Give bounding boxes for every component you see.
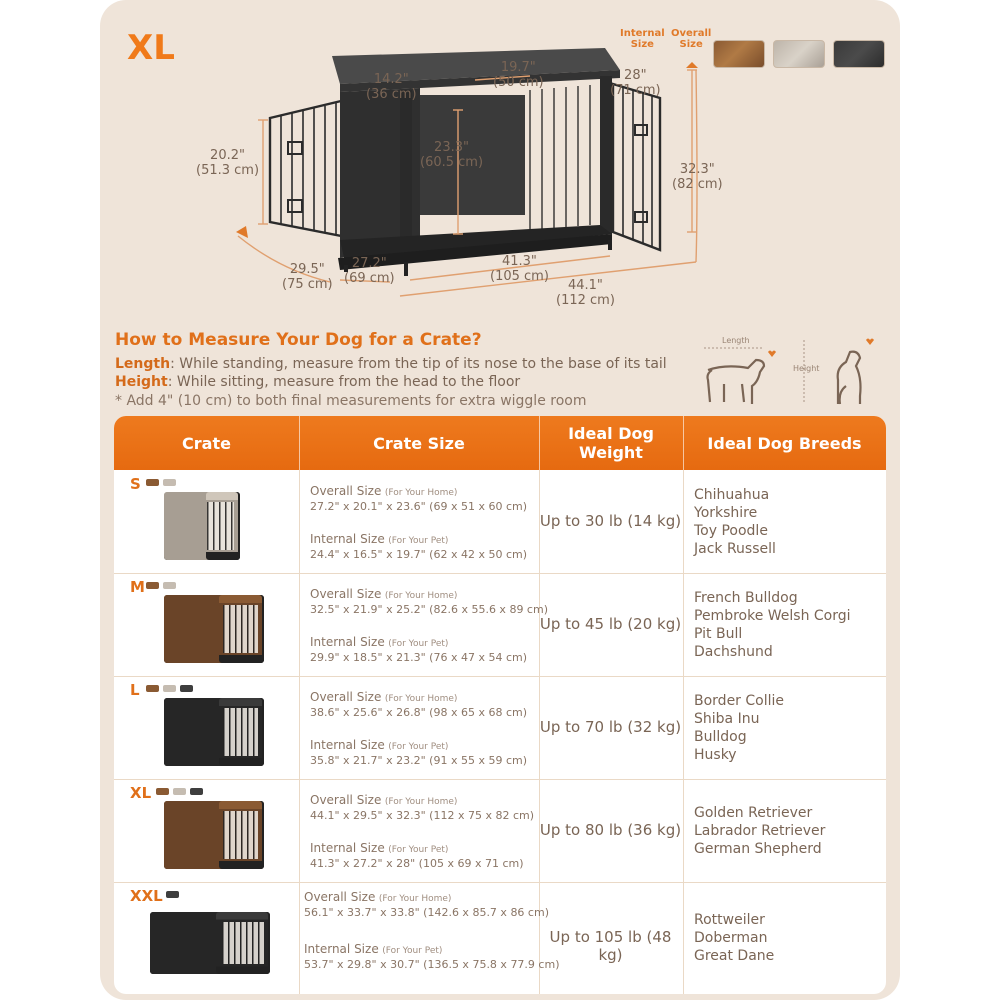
crate-size-label: XXL bbox=[130, 887, 163, 905]
crate-photo bbox=[164, 492, 240, 560]
ideal-weight: Up to 45 lb (20 kg) bbox=[539, 614, 682, 633]
color-swatch-black[interactable] bbox=[833, 40, 885, 68]
table-row bbox=[114, 573, 886, 676]
breed-item: Great Dane bbox=[694, 948, 775, 964]
overall-size-spec: Overall Size (For Your Home) 38.6" x 25.6" x 26.8" (98 x 65 x 68 cm) bbox=[310, 690, 527, 719]
color-option-swatch bbox=[146, 582, 159, 589]
table-row bbox=[114, 779, 886, 882]
crate-photo bbox=[164, 595, 264, 663]
color-option-swatch bbox=[156, 788, 169, 795]
color-option-swatch bbox=[163, 685, 176, 692]
length-instruction: Length: While standing, measure from the tip of its nose to the base of its tail bbox=[115, 356, 667, 372]
breed-item: Dachshund bbox=[694, 644, 773, 660]
dim-internal-height: 23.3" (60.5 cm) bbox=[420, 140, 484, 170]
overall-size-spec: Overall Size (For Your Home) 32.5" x 21.9" x 25.2" (82.6 x 55.6 x 89 cm) bbox=[310, 587, 548, 616]
dim-internal-depth: 28" (71 cm) bbox=[610, 68, 661, 98]
header-ideal-weight: Ideal Dog Weight bbox=[568, 424, 654, 462]
dim-door-height: 20.2" (51.3 cm) bbox=[196, 148, 260, 178]
internal-size-spec: Internal Size (For Your Pet) 24.4" x 16.5" x 19.7" (62 x 42 x 50 cm) bbox=[310, 532, 527, 561]
crate-size-label: XL bbox=[130, 784, 152, 802]
ideal-weight: Up to 105 lb (48 kg) bbox=[549, 928, 672, 964]
color-option-swatch bbox=[173, 788, 186, 795]
crate-size-label: L bbox=[130, 681, 140, 699]
breed-item: Border Collie bbox=[694, 693, 785, 709]
ideal-breeds-list bbox=[694, 589, 851, 661]
breed-item: French Bulldog bbox=[694, 590, 798, 606]
breed-item: Golden Retriever bbox=[694, 805, 813, 821]
color-swatch-grey[interactable] bbox=[773, 40, 825, 68]
overall-size-spec: Overall Size (For Your Home) 27.2" x 20.1" x 23.6" (69 x 51 x 60 cm) bbox=[310, 484, 527, 513]
breed-item: Doberman bbox=[694, 930, 768, 946]
color-option-swatch bbox=[163, 582, 176, 589]
ideal-breeds-list bbox=[694, 692, 784, 764]
color-option-swatch bbox=[190, 788, 203, 795]
table-row bbox=[114, 676, 886, 779]
color-option-swatch bbox=[146, 685, 159, 692]
breed-item: German Shepherd bbox=[694, 841, 822, 857]
overall-size-spec: Overall Size (For Your Home) 56.1" x 33.7" x 33.8" (142.6 x 85.7 x 86 cm) bbox=[304, 890, 549, 919]
crate-size-label: M bbox=[130, 578, 145, 596]
breed-item: Shiba Inu bbox=[694, 711, 760, 727]
breed-item: Labrador Retriever bbox=[694, 823, 826, 839]
breed-item: Jack Russell bbox=[694, 541, 776, 557]
breed-item: Yorkshire bbox=[694, 505, 758, 521]
ideal-weight: Up to 70 lb (32 kg) bbox=[539, 717, 682, 736]
crate-photo bbox=[150, 912, 270, 974]
wiggle-room-note: * Add 4" (10 cm) to both final measurements for extra wiggle room bbox=[115, 393, 587, 409]
dim-overall-length: 44.1" (112 cm) bbox=[556, 278, 615, 308]
legend-overall-size: Overall Size bbox=[671, 28, 712, 50]
crate-photo bbox=[164, 698, 264, 766]
ideal-weight: Up to 30 lb (14 kg) bbox=[539, 511, 682, 530]
header-ideal-breeds: Ideal Dog Breeds bbox=[707, 433, 862, 453]
dim-overall-depth: 29.5" (75 cm) bbox=[282, 262, 333, 292]
ideal-weight: Up to 80 lb (36 kg) bbox=[539, 820, 682, 839]
howto-title: How to Measure Your Dog for a Crate? bbox=[115, 330, 482, 350]
internal-size-spec: Internal Size (For Your Pet) 41.3" x 27.2" x 28" (105 x 69 x 71 cm) bbox=[310, 841, 524, 870]
dim-side-depth: 14.2" (36 cm) bbox=[366, 72, 417, 102]
crate-size-table bbox=[114, 416, 886, 994]
size-title: XL bbox=[127, 28, 175, 68]
table-row bbox=[114, 470, 886, 573]
internal-size-spec: Internal Size (For Your Pet) 53.7" x 29.8" x 30.7" (136.5 x 75.8 x 77.9 cm) bbox=[304, 942, 560, 971]
dog-length-label: Length bbox=[722, 336, 750, 345]
internal-size-spec: Internal Size (For Your Pet) 29.9" x 18.5" x 21.3" (76 x 47 x 54 cm) bbox=[310, 635, 527, 664]
breed-item: Bulldog bbox=[694, 729, 747, 745]
header-crate: Crate bbox=[182, 433, 231, 453]
table-header bbox=[114, 416, 886, 470]
ideal-breeds-list bbox=[694, 486, 776, 558]
table-row bbox=[114, 882, 886, 994]
dim-overall-height: 32.3" (82 cm) bbox=[672, 162, 723, 192]
crate-photo bbox=[164, 801, 264, 869]
overall-size-spec: Overall Size (For Your Home) 44.1" x 29.5" x 32.3" (112 x 75 x 82 cm) bbox=[310, 793, 534, 822]
height-instruction: Height: While sitting, measure from the head to the floor bbox=[115, 374, 521, 390]
right-door bbox=[613, 84, 660, 250]
dim-internal-width: 19.7" (50 cm) bbox=[493, 60, 544, 90]
color-option-swatch bbox=[166, 891, 179, 898]
ideal-breeds-list bbox=[694, 911, 774, 965]
dim-internal-length: 41.3" (105 cm) bbox=[490, 254, 549, 284]
dog-height-label: Height bbox=[793, 364, 820, 373]
color-swatch-rustic[interactable] bbox=[713, 40, 765, 68]
breed-item: Rottweiler bbox=[694, 912, 765, 928]
breed-item: Husky bbox=[694, 747, 737, 763]
breed-item: Pembroke Welsh Corgi bbox=[694, 608, 851, 624]
breed-item: Chihuahua bbox=[694, 487, 770, 503]
product-info-card bbox=[100, 0, 900, 1000]
color-option-swatch bbox=[180, 685, 193, 692]
dim-internal-depth-floor: 27.2" (69 cm) bbox=[344, 256, 395, 286]
color-option-swatch bbox=[163, 479, 176, 486]
legend-internal-size: Internal Size bbox=[620, 28, 665, 50]
internal-size-spec: Internal Size (For Your Pet) 35.8" x 21.7" x 23.2" (91 x 55 x 59 cm) bbox=[310, 738, 527, 767]
breed-item: Pit Bull bbox=[694, 626, 743, 642]
ideal-breeds-list bbox=[694, 804, 825, 858]
crate-size-label: S bbox=[130, 475, 141, 493]
header-crate-size: Crate Size bbox=[373, 433, 465, 453]
color-option-swatch bbox=[146, 479, 159, 486]
breed-item: Toy Poodle bbox=[694, 523, 768, 539]
